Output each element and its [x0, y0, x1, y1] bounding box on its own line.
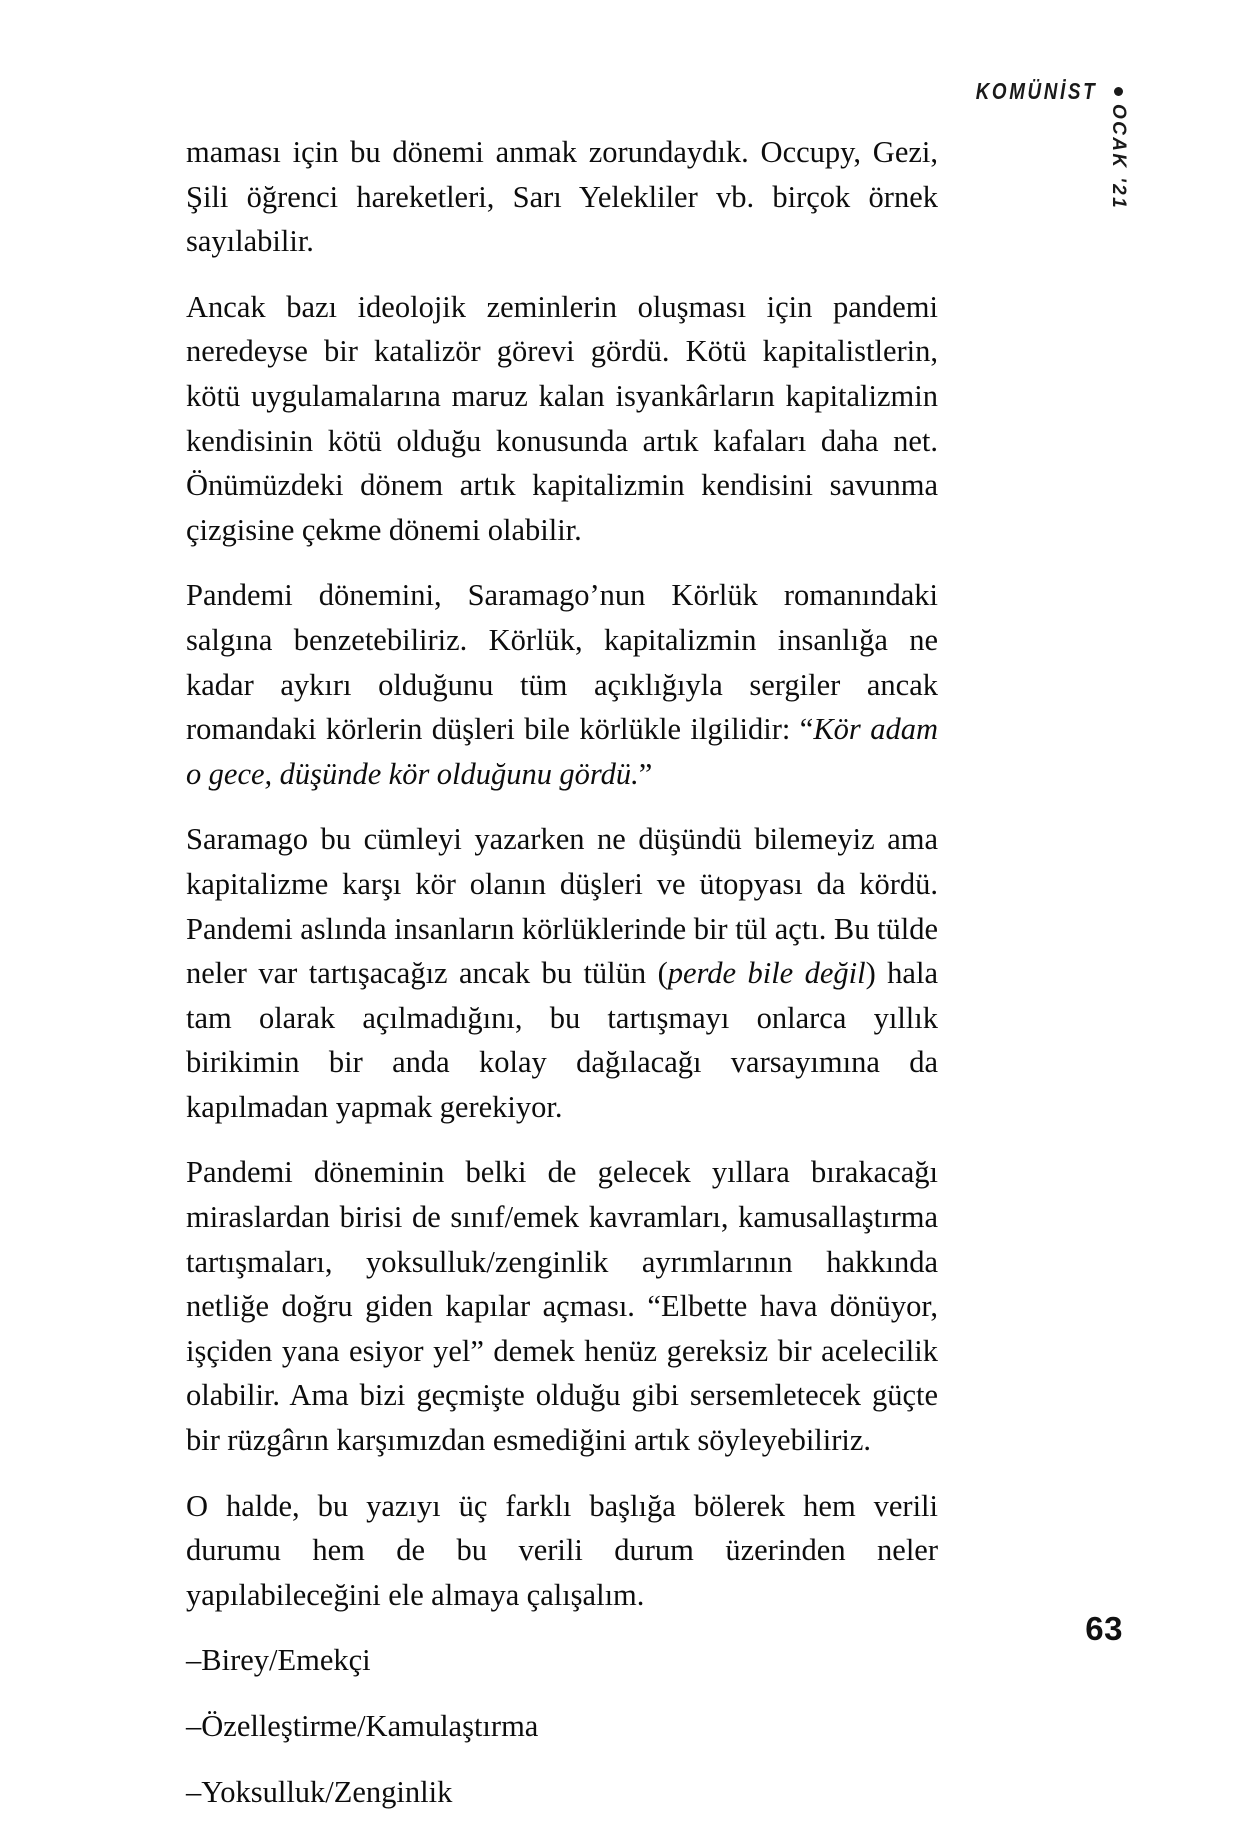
list-item: –Yoksulluk/Zenginlik: [186, 1774, 453, 1809]
text-column: [186, 130, 938, 1835]
running-head-publication: KOMÜNİST: [975, 77, 1097, 104]
list-item: –Özelleştirme/Kamulaştırma: [186, 1709, 539, 1743]
paragraph-5: Pandemi döneminin belki de gelecek yıllara bırakacağı miraslardan birisi de sınıf/emek kavramları, kamusallaştırma tartışmaları, yoksulluk/zenginlik ayrımlarının hakkında netliğe doğru giden kapılar açması. “Elbette hava dönüyor, işçiden yana esiyor yel” demek henüz gereksiz bir acelecilik olabilir. Ama bizi geçmişte olduğu gibi sersemletecek güçte bir rüzgârın karşımızdan esmediğini artık söyleyebiliriz.: [186, 1155, 938, 1458]
list-item: –Birey/Emekçi: [186, 1643, 371, 1678]
bullet-dot-icon: [1114, 87, 1123, 96]
paragraph-1: maması için bu dönemi anmak zorundaydık. Occupy, Gezi, Şili öğrenci hareketleri, Sarı Yelekliler vb. birçok örnek sayılabilir.: [186, 135, 938, 259]
section-outline-list: [186, 1638, 938, 1814]
page-number: 63: [1085, 1610, 1123, 1647]
paragraph-2: Ancak bazı ideolojik zeminlerin oluşması için pandemi neredeyse bir katalizör görevi gördü. Kötü kapitalistlerin, kötü uygulamalarına maruz kalan isyankârların kapitalizmin kendisinin kötü olduğu konusunda artık kafaları daha net. Önümüzdeki dönem artık kapitalizmin kendisini savunma çizgisine çekme dönemi olabilir.: [186, 289, 938, 547]
paragraph-6: O halde, bu yazıyı üç farklı başlığa bölerek hem verili durumu hem de bu verili durum üzerinden neler yapılabileceğini ele almaya çalışalım.: [186, 1488, 938, 1612]
issue-date-label: OCAK '21: [1108, 104, 1129, 211]
italic-run: Kör adam o gece, düşünde kör olduğunu gördü.: [186, 712, 938, 791]
issue-date-tab: [1101, 104, 1135, 234]
running-head: [949, 74, 1123, 108]
italic-run: perde bile değil: [667, 956, 866, 991]
paragraph-3: Pandemi dönemini, Saramago’nun Körlük romanındaki salgına benzetebiliriz. Körlük, kapitalizmin insanlığa ne kadar aykırı olduğunu tüm açıklığıyla sergiler ancak romandaki körlerin düşleri bile körlükle ilgilidir: “Kör adam o gece, düşünde kör olduğunu gördü.”: [186, 578, 938, 791]
paragraph-4: Saramago bu cümleyi yazarken ne düşündü bilemeyiz ama kapitalizme karşı kör olanın düşleri ve ütopyası da kördü. Pandemi aslında insanların körlüklerinde bir tül açtı. Bu tülde neler var tartışacağız ancak bu tülün (perde bile değil) hala tam olarak açılmadığını, bu tartışmayı onlarca yıllık birikimin bir anda kolay dağılacağı varsayımına da kapılmadan yapmak gerekiyor.: [186, 822, 938, 1124]
